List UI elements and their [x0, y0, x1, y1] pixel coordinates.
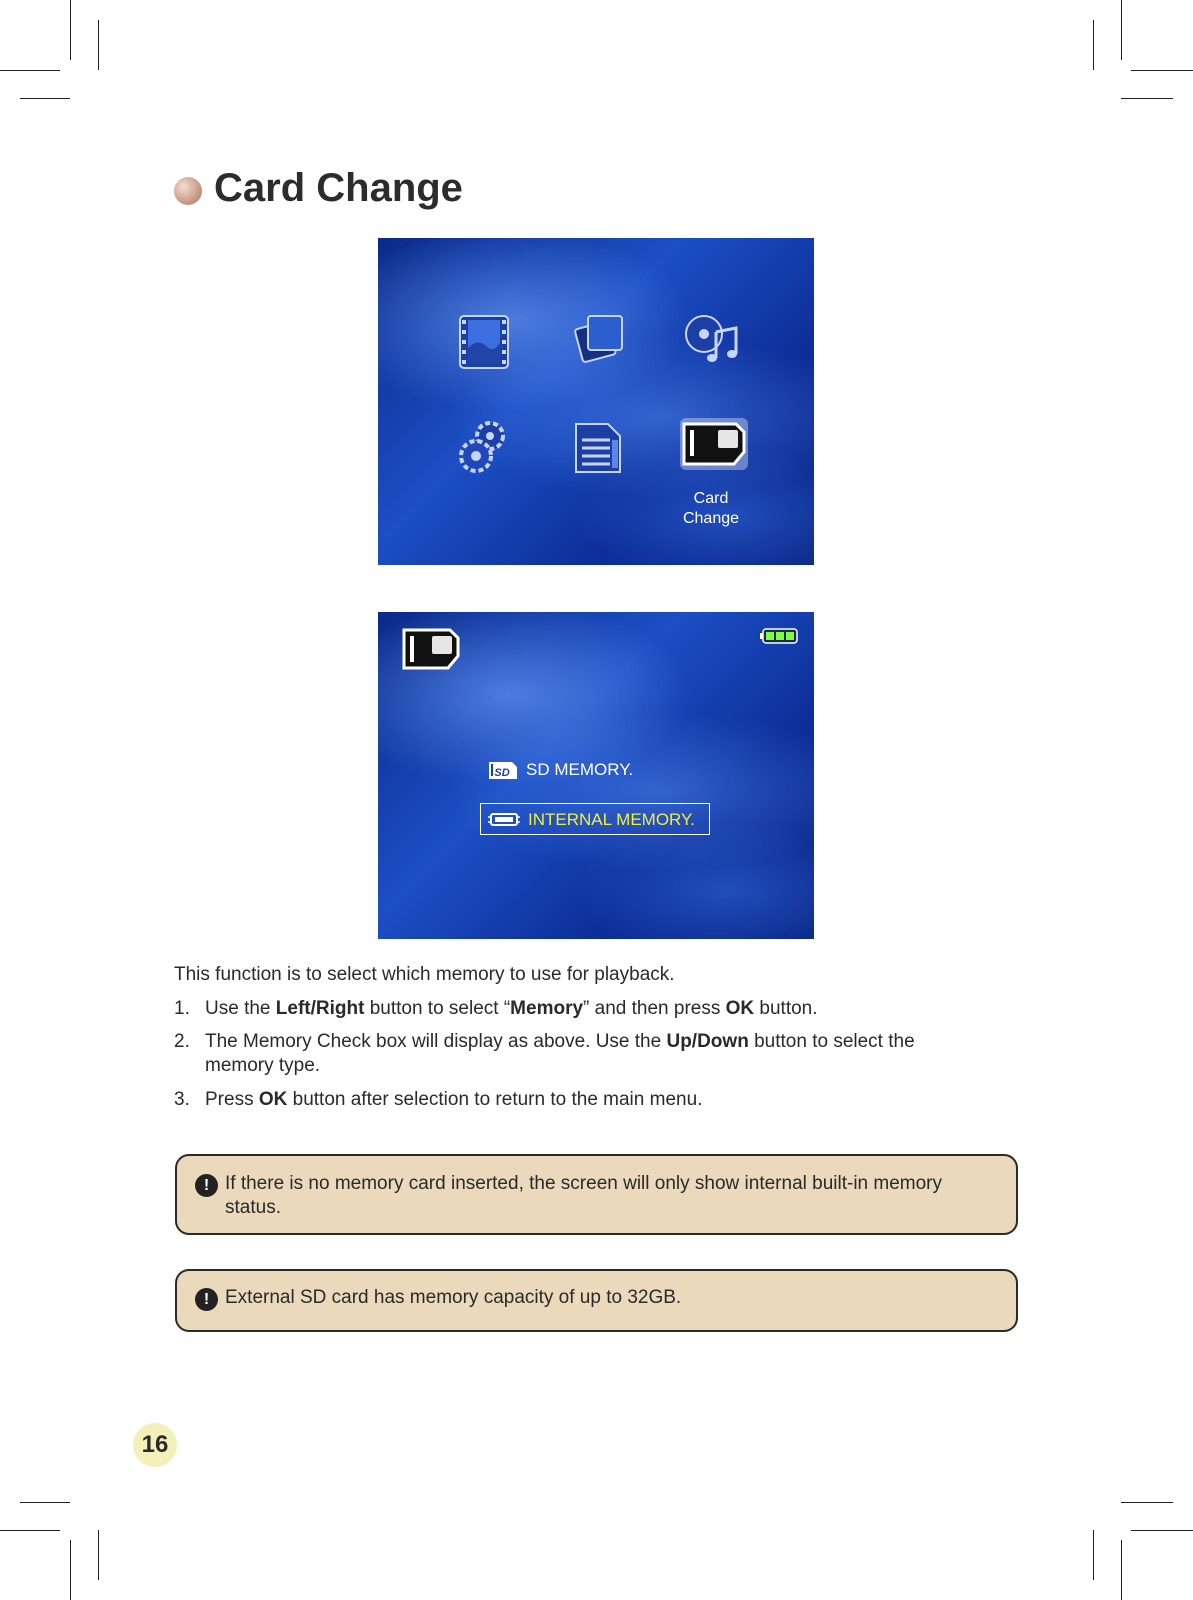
page-number: 16: [133, 1423, 177, 1467]
card-icon: [400, 626, 462, 672]
step-number: 2.: [174, 1031, 190, 1052]
memory-select-screenshot: [378, 612, 814, 939]
sd-memory-label: SD MEMORY.: [526, 760, 634, 779]
page-title: Card Change: [214, 166, 463, 210]
intro-text: This function is to select which memory to use for playback.: [174, 964, 675, 985]
crop-mark: [1121, 0, 1122, 60]
card-change-icon[interactable]: [678, 414, 750, 474]
crop-mark: [20, 98, 70, 99]
crop-mark: [1093, 1530, 1094, 1580]
crop-mark: [20, 1502, 70, 1503]
file-list-icon: [568, 418, 628, 478]
crop-mark: [1121, 98, 1173, 99]
crop-mark: [70, 1540, 71, 1600]
battery-icon: [760, 628, 798, 644]
main-menu-screenshot: [378, 238, 814, 565]
svg-text:SD: SD: [494, 767, 510, 779]
title-bullet-icon: [174, 177, 202, 205]
internal-memory-option[interactable]: [480, 803, 710, 835]
warning-icon: !: [195, 1174, 218, 1197]
crop-mark: [70, 0, 71, 60]
step-text: The Memory Check box will display as above. Use the Up/Down button to select the memory type.: [205, 1031, 915, 1076]
step-2: [174, 1030, 974, 1080]
crop-mark: [1131, 70, 1193, 71]
settings-icon: [454, 416, 514, 476]
memory-chip-icon: [488, 812, 520, 827]
note-text: External SD card has memory capacity of up to 32GB.: [225, 1287, 682, 1308]
sd-card-icon: [488, 761, 518, 780]
crop-mark: [0, 1530, 60, 1531]
internal-memory-label: INTERNAL MEMORY.: [528, 810, 695, 829]
crop-mark: [1131, 1530, 1193, 1531]
crop-mark: [0, 70, 60, 71]
crop-mark: [1121, 1540, 1122, 1600]
step-1: [174, 997, 974, 1023]
video-icon: [454, 312, 514, 372]
step-number: 1.: [174, 998, 190, 1019]
selected-item-label: Card Change: [682, 490, 740, 527]
step-text: Use the Left/Right button to select “Memory” and then press OK button.: [205, 998, 818, 1019]
crop-mark: [98, 20, 99, 70]
step-number: 3.: [174, 1089, 190, 1110]
music-icon: [682, 310, 742, 370]
crop-mark: [98, 1530, 99, 1580]
step-text: Press OK button after selection to return to the main menu.: [205, 1089, 703, 1110]
note-text: If there is no memory card inserted, the screen will only show internal built-in memory status.: [225, 1173, 943, 1218]
photo-icon: [568, 310, 628, 370]
crop-mark: [1093, 20, 1094, 70]
note-box: [175, 1154, 1018, 1235]
warning-icon: !: [195, 1288, 218, 1311]
note-box: [175, 1269, 1018, 1332]
crop-mark: [1121, 1502, 1173, 1503]
step-3: [174, 1088, 974, 1114]
